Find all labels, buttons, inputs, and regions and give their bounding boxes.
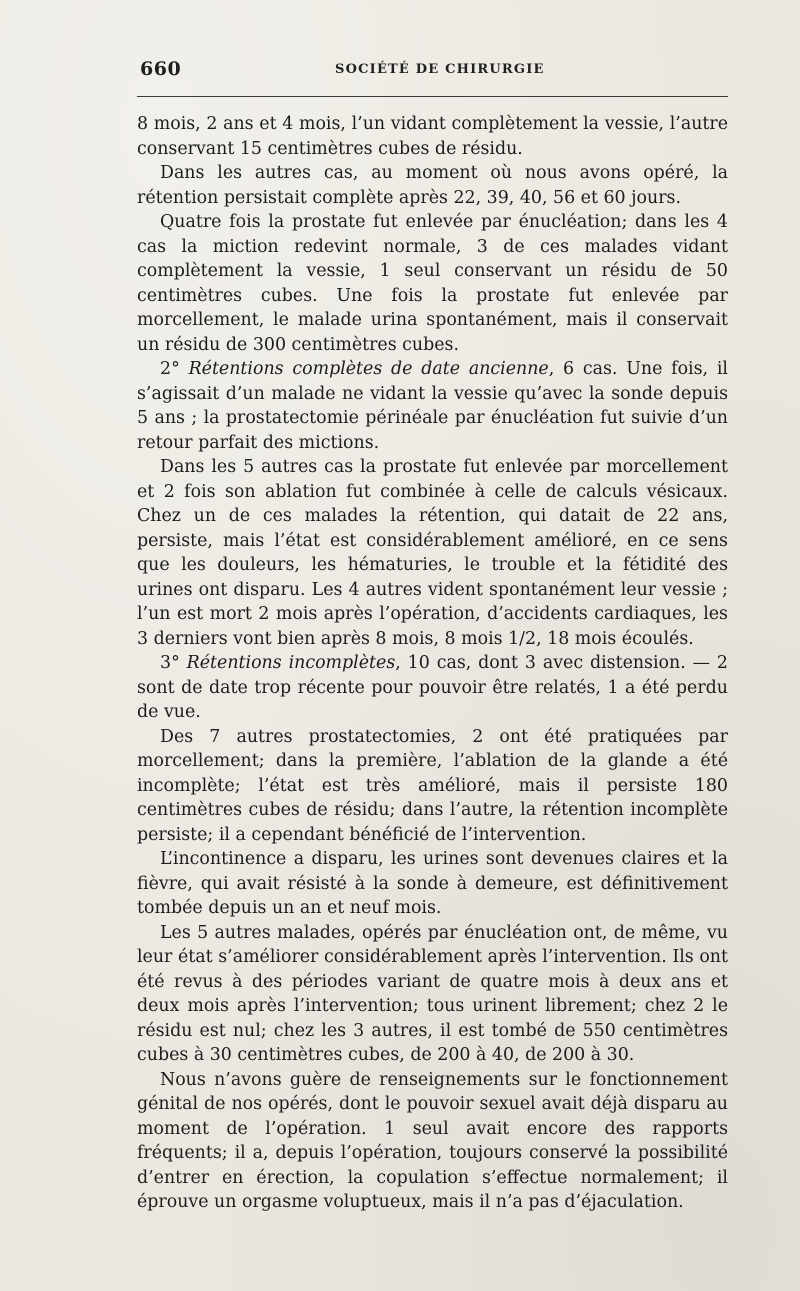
section-paragraph	[137, 651, 728, 725]
section-heading: Rétentions incomplètes	[186, 653, 396, 673]
paragraph	[137, 847, 728, 921]
paragraph-text: Dans les 5 autres cas la prostate fut enlevée par morcellement et 2 fois son ablation fut combinée à celle de calculs vésicaux. Chez un de ces malades la rétention, qui datait de 22 ans, persiste, mais l’état est considérablement amélioré, en ce sens que les douleurs, les hématuries, le trouble et la fétidité des urines ont disparu. Les 4 autres vident spontanément leur vessie ; l’un est mort 2 mois après l’opération, d’accidents cardiaques, les 3 derniers vont bien après 8 mois, 8 mois 1/2, 18 mois écoulés.	[137, 457, 728, 649]
paragraph	[137, 921, 728, 1068]
section-paragraph	[137, 357, 728, 455]
header-rule	[137, 96, 728, 97]
paragraph-text: , 6 cas. Une fois, il s’agissait d’un malade ne vidant la vessie qu’avec la sonde depuis 5 ans ; la prostatectomie périnéale par énucléation fut suivie d’un retour parfait des mictions.	[137, 359, 728, 453]
paragraph	[137, 210, 728, 357]
section-heading: Rétentions complètes de date ancienne	[188, 359, 549, 379]
paragraph-text: Dans les autres cas, au moment où nous avons opéré, la rétention persistait complète après 22, 39, 40, 56 et 60 jours.	[137, 163, 728, 208]
section-number: 3°	[160, 653, 187, 673]
paragraph	[137, 1068, 728, 1215]
paragraph-text: Quatre fois la prostate fut enlevée par énucléation; dans les 4 cas la miction redevint normale, 3 de ces malades vidant complètement la vessie, 1 seul conservant un résidu de 50 centimètres cubes. Une fois la prostate fut enlevée par morcellement, le malade urina spontanément, mais il conservait un résidu de 300 centimètres cubes.	[137, 212, 728, 355]
body-text	[137, 112, 728, 1215]
paragraph	[137, 725, 728, 848]
section-number: 2°	[160, 359, 189, 379]
page-number: 660	[140, 58, 182, 80]
paragraph-text: , 10 cas, dont 3 avec distension. — 2 sont de date trop récente pour pouvoir être relatés, 1 a été perdu de vue.	[137, 653, 728, 722]
paragraph-text: Les 5 autres malades, opérés par énucléation ont, de même, vu leur état s’améliorer considérablement après l’intervention. Ils ont été revus à des périodes variant de quatre mois à deux ans et deux mois après l’intervention; tous urinent librement; chez 2 le résidu est nul; chez les 3 autres, il est tombé de 550 centimètres cubes à 30 centimètres cubes, de 200 à 40, de 200 à 30.	[137, 922, 728, 1065]
running-title: SOCIÉTÉ DE CHIRURGIE	[335, 62, 545, 77]
page-header	[140, 58, 726, 82]
paragraph	[137, 112, 728, 161]
paragraph-text: Des 7 autres prostatectomies, 2 ont été pratiquées par morcellement; dans la première, l’ablation de la glande a été incomplète; l’état est très amélioré, mais il persiste 180 centimètres cubes de résidu; dans l’autre, la rétention incomplète persiste; il a cependant bénéficié de l’intervention.	[137, 726, 728, 845]
paragraph-text: L’incontinence a disparu, les urines sont devenues claires et la fièvre, qui avait résisté à la sonde à demeure, est définitivement tombée depuis un an et neuf mois.	[137, 849, 728, 918]
paragraph-text: Nous n’avons guère de renseignements sur le fonctionnement génital de nos opérés, dont le pouvoir sexuel avait déjà disparu au moment de l’opération. 1 seul avait encore des rapports fréquents; il a, depuis l’opération, toujours conservé la possibilité d’entrer en érection, la copulation s’effectue normalement; il éprouve un orgasme voluptueux, mais il n’a pas d’éjaculation.	[137, 1069, 728, 1212]
paragraph	[137, 455, 728, 651]
paragraph-text: 8 mois, 2 ans et 4 mois, l’un vidant complètement la vessie, l’autre conservant 15 centimètres cubes de résidu.	[137, 114, 728, 159]
paragraph	[137, 161, 728, 210]
